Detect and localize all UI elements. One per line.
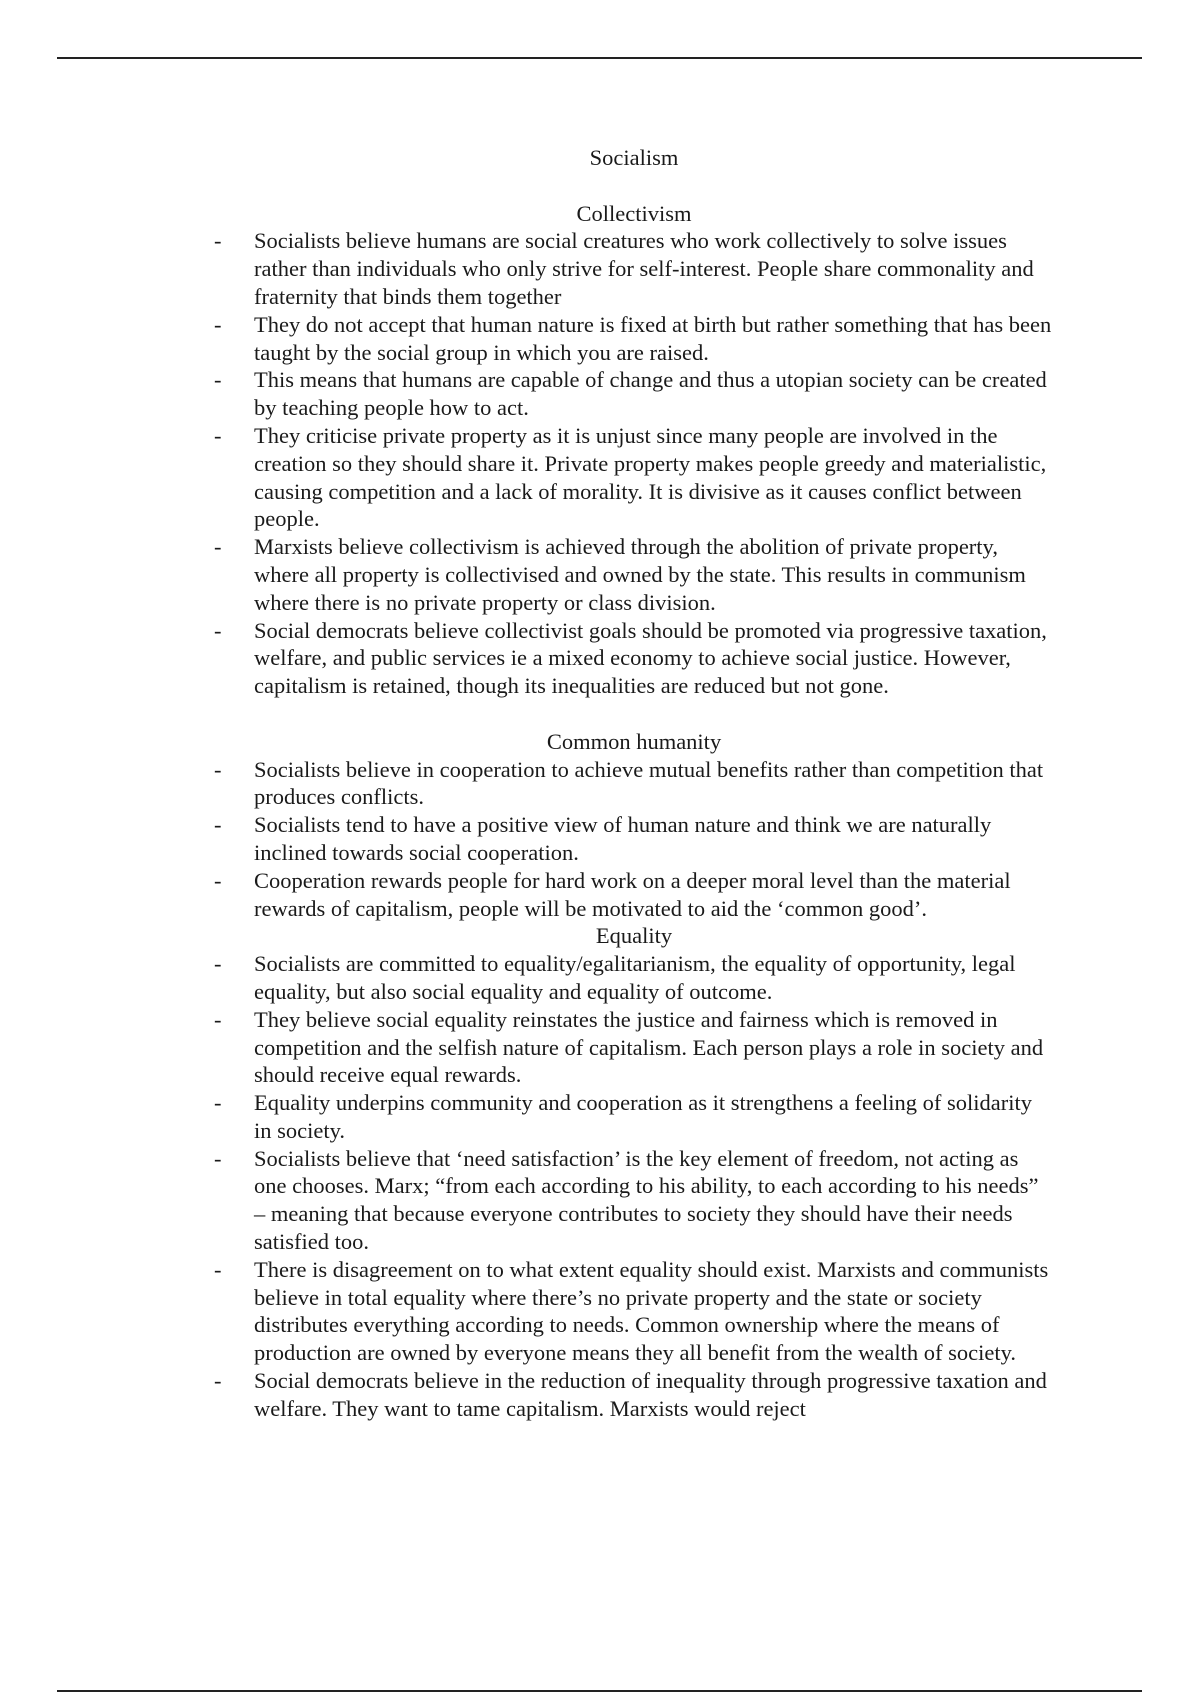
bottom-rule	[57, 1690, 1142, 1692]
bullet-dash: -	[214, 367, 222, 393]
list-item-text: Cooperation rewards people for hard work on a deeper moral level than the material rewards of capitalism, people will be motivated to aid the ‘common good’.	[254, 867, 1011, 921]
bullet-dash: -	[214, 812, 222, 838]
top-rule	[57, 57, 1142, 59]
list-item	[214, 227, 1054, 310]
list-item-text: Socialists believe humans are social creatures who work collectively to solve issues rather than individuals who only strive for self-interest. People share commonality and fraternity that binds them together	[254, 228, 1034, 309]
list-item	[214, 1256, 1054, 1367]
document-title: Socialism	[589, 145, 679, 170]
list-item-text: Equality underpins community and cooperation as it strengthens a feeling of solidarity in society.	[254, 1090, 1032, 1143]
list-item-text: They do not accept that human nature is fixed at birth but rather something that has been taught by the social group in which you are raised.	[254, 311, 1052, 365]
bullet-dash: -	[214, 1368, 222, 1394]
bullet-dash: -	[214, 617, 222, 643]
bullet-dash: -	[214, 228, 222, 254]
bullet-dash: -	[214, 756, 222, 782]
spacer	[214, 700, 1054, 728]
list-item	[214, 756, 1054, 812]
list-item	[214, 950, 1054, 1006]
list-item	[214, 811, 1054, 867]
bullet-list-equality	[214, 950, 1054, 1423]
list-item-text: There is disagreement on to what extent equality should exist. Marxists and communists believe in total equality where there’s no private property and the state or society distributes everything according to needs. Common ownership where the means of production are owned by everyone means they all benefit from the wealth of society.	[254, 1256, 1049, 1366]
bullet-dash: -	[214, 1256, 222, 1282]
list-item-text: Socialists believe that ‘need satisfaction’ is the key element of freedom, not acting as one chooses. Marx; “from each according to his ability, to each according to his needs” – meaning that because everyone contributes to society they should have their needs satisfied too.	[254, 1145, 1039, 1255]
list-item-text: This means that humans are capable of change and thus a utopian society can be created by teaching people how to act.	[254, 367, 1047, 421]
bullet-dash: -	[214, 534, 222, 560]
list-item	[214, 1006, 1054, 1089]
spacer	[214, 172, 1054, 200]
list-item-text: Social democrats believe in the reduction of inequality through progressive taxation and welfare. They want to tame capitalism. Marxists would reject	[254, 1368, 1047, 1421]
bullet-dash: -	[214, 1145, 222, 1171]
list-item	[214, 366, 1054, 422]
list-item-text: Socialists are committed to equality/egalitarianism, the equality of opportunity, legal equality, but also social equality and equality of outcome.	[254, 951, 1016, 1004]
list-item-text: Social democrats believe collectivist goals should be promoted via progressive taxation, welfare, and public services ie a mixed economy to achieve social justice. However, capitalism is retained, though its inequalities are reduced but not gone.	[254, 617, 1047, 699]
list-item	[214, 617, 1054, 700]
section-heading-common-humanity: Common humanity	[546, 728, 722, 754]
bullet-dash: -	[214, 1006, 222, 1032]
bullet-dash: -	[214, 311, 222, 337]
list-item	[214, 867, 1054, 923]
list-item	[214, 533, 1054, 616]
list-item	[214, 422, 1054, 533]
list-item-text: Socialists believe in cooperation to achieve mutual benefits rather than competition that produces conflicts.	[254, 756, 1044, 810]
bullet-dash: -	[214, 867, 222, 893]
list-item-text: They believe social equality reinstates the justice and fairness which is removed in competition and the selfish nature of capitalism. Each person plays a role in society and should receive equal rewards.	[254, 1006, 1044, 1088]
section-heading-equality: Equality	[595, 923, 673, 949]
bullet-list-collectivism	[214, 227, 1054, 700]
list-item-text: Marxists believe collectivism is achieved through the abolition of private property, where all property is collectivised and owned by the state. This results in communism where there is no private property or class division.	[254, 534, 1026, 615]
list-item-text: They criticise private property as it is unjust since many people are involved in the creation so they should share it. Private property makes people greedy and materialistic, causing competition and a lack of morality. It is divisive as it causes conflict between people.	[254, 422, 1047, 532]
list-item	[214, 1089, 1054, 1145]
list-item	[214, 1367, 1054, 1423]
list-item	[214, 1145, 1054, 1256]
bullet-dash: -	[214, 1090, 222, 1116]
bullet-dash: -	[214, 422, 222, 448]
document-body	[214, 144, 1054, 1423]
bullet-list-common-humanity	[214, 756, 1054, 923]
list-item	[214, 311, 1054, 367]
list-item-text: Socialists tend to have a positive view of human nature and think we are naturally inclined towards social cooperation.	[254, 812, 992, 865]
section-heading-collectivism: Collectivism	[576, 200, 692, 226]
bullet-dash: -	[214, 951, 222, 977]
